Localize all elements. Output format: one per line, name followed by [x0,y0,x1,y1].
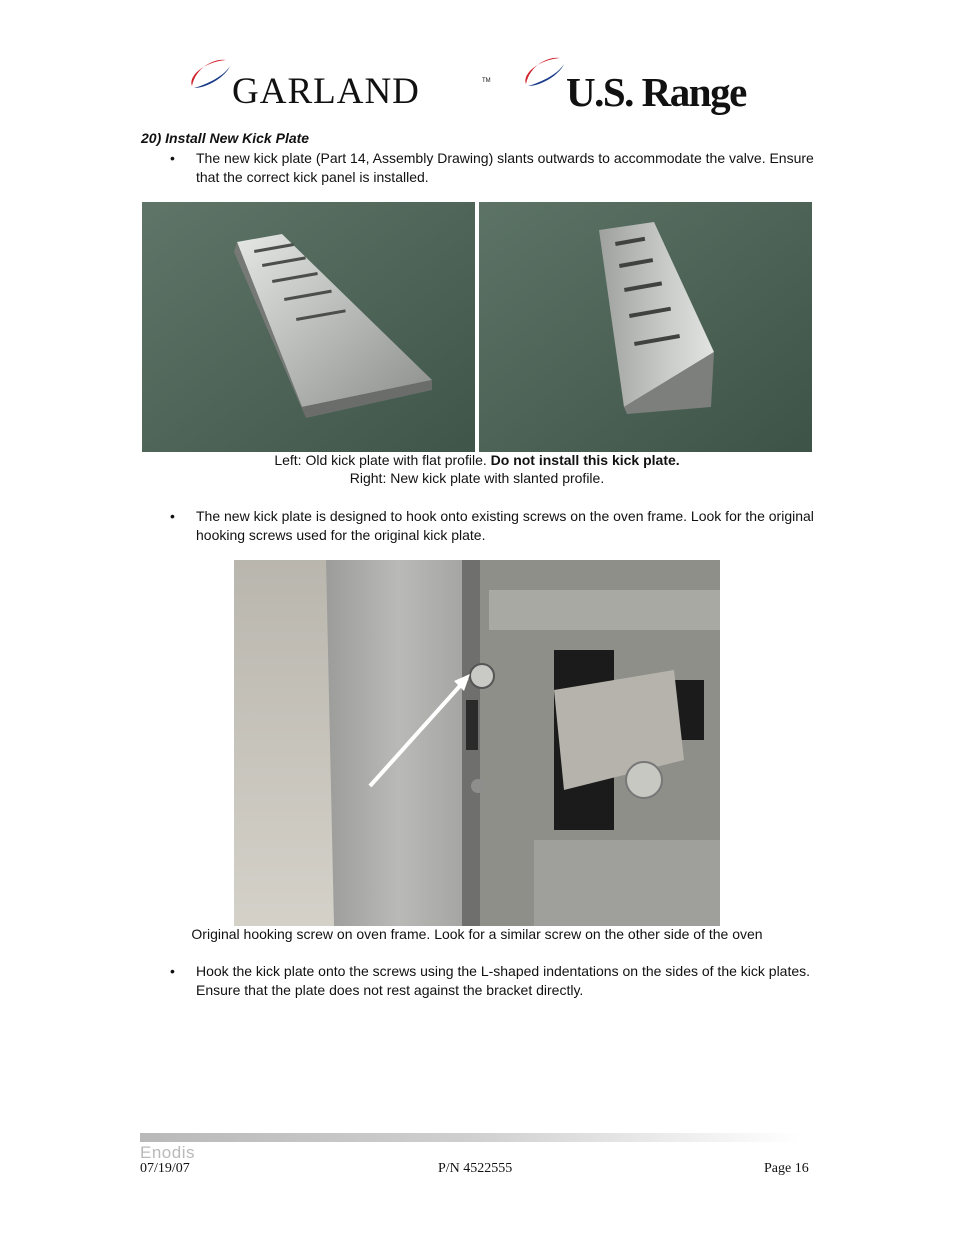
caption-text: Left: Old kick plate with flat profile. [274,452,491,468]
usrange-logo: U.S. Range [566,69,746,115]
figure1-caption-line2: Right: New kick plate with slanted profile. [349,470,605,486]
footer-date: 07/19/07 [140,1161,190,1176]
figure2-caption: Original hooking screw on oven frame. Look for a similar screw on the other side of the oven [191,926,763,942]
section-heading: 20) Install New Kick Plate [141,130,310,146]
footer-part-number: P/N 4522555 [438,1161,513,1176]
garland-swoosh-icon [186,54,236,94]
photo-new-kick-plate [479,202,812,452]
usrange-swoosh-icon [520,52,568,92]
footer-page-number: Page 16 [764,1161,809,1176]
caption-warning: Do not install this kick plate. [490,452,680,468]
garland-logo: GARLAND [232,71,420,112]
bullet-symbol: • [170,150,175,166]
trademark-mark: TM [482,78,491,84]
enodis-logo: Enodis [140,1143,195,1162]
figure1-caption-line1 [142,452,812,468]
footer-divider [140,1133,800,1142]
photo-hooking-screw [234,560,720,926]
bullet-text-2: The new kick plate is designed to hook onto existing screws on the oven frame. Look for the original hooking screws used for the original kick plate. [196,508,814,543]
photo-old-kick-plate [142,202,475,452]
bullet-symbol: • [170,963,175,979]
bullet-text-1: The new kick plate (Part 14, Assembly Drawing) slants outwards to accommodate the valve. Ensure that the correct kick panel is installed. [196,150,814,185]
bullet-symbol: • [170,508,175,524]
bullet-text-3: Hook the kick plate onto the screws using the L-shaped indentations on the sides of the kick plates. Ensure that the plate does not rest against the bracket directly. [196,963,811,998]
